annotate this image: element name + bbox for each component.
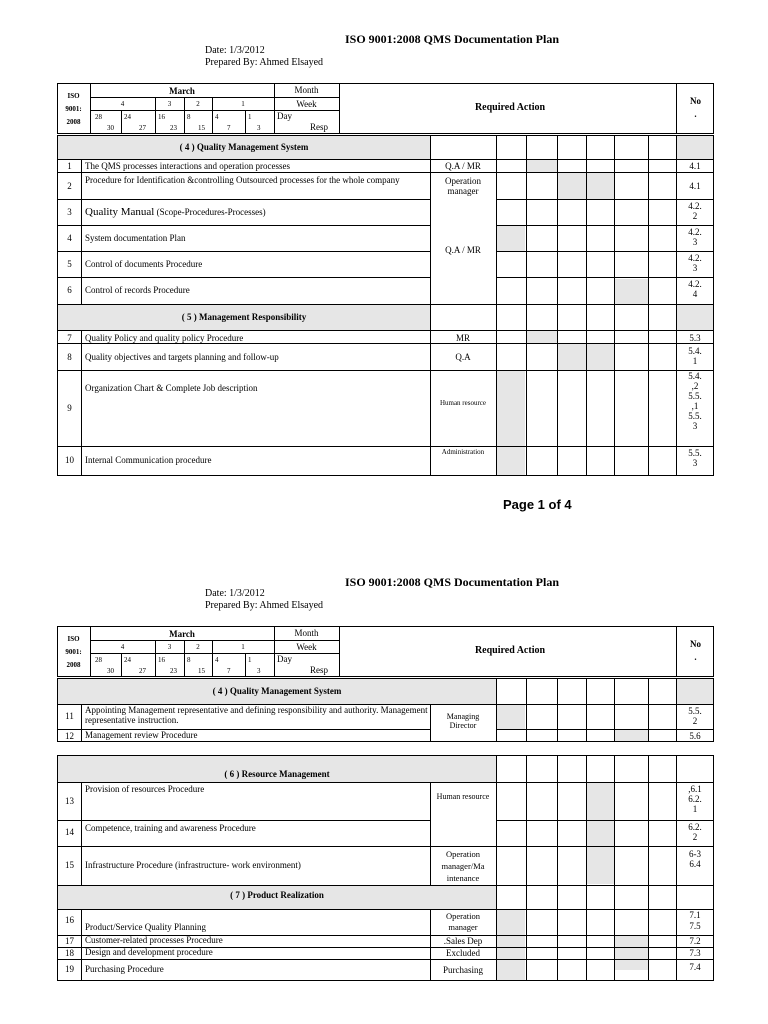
no-header-dot: . — [694, 109, 697, 119]
row-number: 11 — [65, 711, 74, 721]
row-description: Quality objectives and targets planning and follow-up — [85, 352, 279, 362]
row-number: 16 — [65, 915, 74, 925]
resp-label: Resp — [310, 122, 328, 132]
row-description: Management review Procedure — [85, 730, 198, 740]
row-responsible: Q.A / MR — [445, 245, 481, 255]
row-number: 5 — [67, 259, 72, 269]
plan-prepared-by: Prepared By: Ahmed Elsayed — [205, 57, 324, 68]
row-description: Provision of resources Procedure — [85, 784, 205, 794]
no-header: No — [690, 639, 701, 649]
week-2: 2 — [196, 100, 200, 108]
row-clause: 5.3 — [689, 333, 701, 343]
day-3: 3 — [257, 124, 261, 132]
row-number: 12 — [65, 731, 74, 741]
row-number: 10 — [65, 455, 74, 465]
month-label: Month — [294, 85, 319, 95]
row-description: Competence, training and awareness Procedure — [85, 823, 256, 833]
row-clause: 4.2. 4 — [688, 279, 702, 299]
row-number: 13 — [65, 796, 74, 806]
week-3: 3 — [167, 643, 172, 651]
row-description: Internal Communication procedure — [85, 455, 212, 465]
row-responsible: Operation manager — [446, 911, 480, 932]
section-title-7: ( 7 ) Product Realization — [230, 890, 324, 900]
manual-scope: (Scope-Procedures-Processes) — [154, 207, 266, 217]
month-name: March — [169, 86, 195, 96]
row-number: 6 — [67, 285, 72, 295]
no-header: No — [690, 96, 701, 106]
row-number: 3 — [67, 207, 72, 217]
week-2: 2 — [196, 643, 200, 651]
row-clause: 7.2 — [689, 936, 701, 946]
plan-prepared-by: Prepared By: Ahmed Elsayed — [205, 600, 324, 611]
row-description: Infrastructure Procedure (infrastructure- work environment) — [85, 860, 301, 870]
plan-date: Date: 1/3/2012 — [205, 45, 265, 56]
day-28: 28 — [95, 656, 102, 664]
iso-label-3: 2008 — [66, 661, 81, 669]
row-responsible: Human resource — [439, 399, 487, 407]
day-4: 4 — [215, 113, 219, 121]
plan-title: ISO 9001:2008 QMS Documentation Plan — [345, 575, 560, 589]
day-8: 8 — [187, 113, 191, 121]
row-clause: 5.4. 1 — [688, 346, 702, 366]
row-responsible: Administration — [441, 448, 485, 456]
row-clause: 5.5. 3 — [688, 448, 702, 468]
row-responsible: Operation manager — [445, 176, 481, 196]
week-1: 1 — [241, 643, 245, 651]
row-responsible: Purchasing — [443, 965, 483, 975]
week-3: 3 — [167, 100, 172, 108]
iso-label-1: ISO — [67, 635, 80, 643]
row-clause: 7.3 — [689, 948, 701, 958]
row-responsible: Q.A / MR — [445, 161, 481, 171]
row-description — [85, 206, 266, 218]
row-responsible: Q.A — [455, 352, 471, 362]
day-label: Day — [277, 654, 292, 664]
day-23: 23 — [170, 667, 177, 675]
iso-label-1: ISO — [67, 92, 80, 100]
week-1: 1 — [241, 100, 245, 108]
row-clause: 4.2. 3 — [688, 253, 702, 273]
row-clause: 5.5. 2 — [688, 706, 702, 726]
day-27: 27 — [139, 124, 146, 132]
iso-label-3: 2008 — [66, 118, 81, 126]
plan-date: Date: 1/3/2012 — [205, 588, 265, 599]
row-description: Design and development procedure — [85, 947, 213, 957]
row-clause: ,6.1 6.2. 1 — [688, 784, 702, 814]
section-title-5: ( 5 ) Management Responsibility — [181, 312, 307, 322]
row-description: System documentation Plan — [85, 233, 186, 243]
row-description: Appointing Management representative and defining responsibility and authority. Management representative instruction. — [85, 705, 428, 725]
row-description: Control of documents Procedure — [85, 259, 203, 269]
day-8: 8 — [187, 656, 191, 664]
row-responsible: Managing Director — [446, 712, 480, 730]
row-number: 14 — [65, 827, 74, 837]
iso-label-2: 9001: — [65, 648, 82, 656]
day-label: Day — [277, 111, 292, 121]
week-label: Week — [296, 642, 317, 652]
month-name: March — [169, 629, 195, 639]
row-responsible: .Sales Dep — [443, 936, 483, 946]
row-clause: 4.2. 2 — [688, 201, 702, 221]
section-title-4: ( 4 ) Quality Management System — [212, 686, 342, 696]
row-description: The QMS processes interactions and operation processes — [85, 161, 290, 171]
row-number: 2 — [67, 181, 72, 191]
row-clause: 7.4 — [689, 962, 701, 972]
row-clause: 6.2. 2 — [688, 822, 702, 842]
day-7: 7 — [227, 667, 231, 675]
day-24: 24 — [124, 113, 131, 121]
required-action-header: Required Action — [474, 102, 546, 113]
row-number: 17 — [65, 936, 74, 946]
manual-title: Quality Manual — [85, 206, 155, 218]
row-clause: 4.1 — [689, 181, 701, 191]
day-28: 28 — [95, 113, 102, 121]
day-16: 16 — [158, 113, 165, 121]
iso-label-2: 9001: — [65, 105, 82, 113]
row-description: Customer-related processes Procedure — [85, 935, 223, 945]
required-action-header: Required Action — [474, 645, 546, 656]
row-responsible: Operation manager/Ma intenance — [441, 849, 485, 883]
day-4: 4 — [215, 656, 219, 664]
section-title-4: ( 4 ) Quality Management System — [179, 142, 309, 152]
row-responsible: MR — [455, 333, 470, 343]
row-number: 15 — [65, 860, 74, 870]
week-4: 4 — [120, 100, 125, 108]
day-1: 1 — [248, 656, 252, 664]
row-clause: 4.2. 3 — [688, 227, 702, 247]
day-23: 23 — [170, 124, 177, 132]
week-label: Week — [296, 99, 317, 109]
section-title-6: ( 6 ) Resource Management — [224, 769, 330, 779]
row-number: 4 — [67, 233, 72, 243]
row-description: Organization Chart & Complete Job description — [85, 383, 258, 393]
row-number: 9 — [67, 403, 72, 413]
row-clause: 4.1 — [689, 161, 701, 171]
month-label: Month — [294, 628, 319, 638]
row-number: 19 — [65, 964, 74, 974]
row-description: Product/Service Quality Planning — [85, 922, 206, 932]
day-1: 1 — [248, 113, 252, 121]
plan-title: ISO 9001:2008 QMS Documentation Plan — [345, 32, 560, 46]
day-7: 7 — [227, 124, 231, 132]
day-15: 15 — [198, 667, 205, 675]
week-4: 4 — [120, 643, 125, 651]
row-clause: 7.1 7.5 — [689, 910, 701, 931]
day-16: 16 — [158, 656, 165, 664]
row-description: Quality Policy and quality policy Procedure — [85, 333, 244, 343]
row-description: Purchasing Procedure — [85, 964, 164, 974]
no-header-dot: . — [694, 652, 697, 662]
day-24: 24 — [124, 656, 131, 664]
row-number: 7 — [67, 333, 72, 343]
row-clause: 5.4. ,2 5.5. ,1 5.5. 3 — [688, 371, 702, 431]
day-30: 30 — [107, 124, 114, 132]
row-responsible: Excluded — [446, 948, 480, 958]
row-clause: 6-3 6.4 — [689, 849, 701, 869]
row-clause: 5.6 — [689, 731, 701, 741]
row-number: 1 — [67, 161, 72, 171]
row-description: Procedure for Identification &controlling Outsourced processes for the whole company — [85, 175, 400, 185]
row-number: 18 — [65, 948, 74, 958]
day-30: 30 — [107, 667, 114, 675]
day-3: 3 — [257, 667, 261, 675]
row-responsible: Human resource — [436, 792, 490, 801]
resp-label: Resp — [310, 665, 328, 675]
day-27: 27 — [139, 667, 146, 675]
plan-table-page-1 — [57, 135, 714, 476]
row-number: 8 — [67, 352, 72, 362]
day-15: 15 — [198, 124, 205, 132]
page-number: Page 1 of 4 — [503, 497, 572, 512]
row-description: Control of records Procedure — [85, 285, 190, 295]
